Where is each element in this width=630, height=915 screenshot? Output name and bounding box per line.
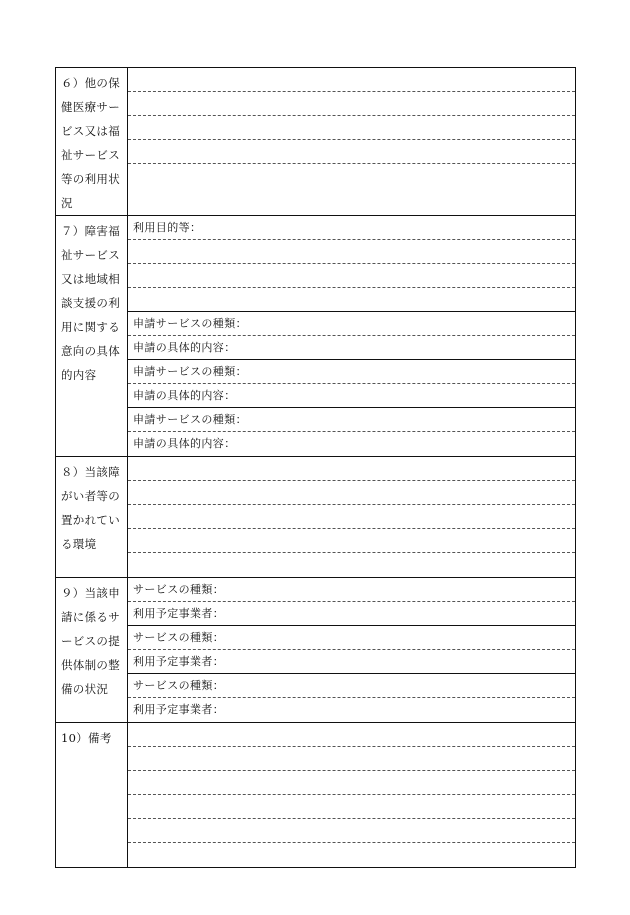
planned-provider-field[interactable]: 利用予定事業者： (133, 703, 225, 716)
section-label: 10）備考 (56, 723, 128, 867)
entry-line[interactable] (128, 116, 575, 140)
requested-service-type-field[interactable]: 申請サービスの種類： (128, 360, 575, 384)
section-label: ７）障害福祉サービス又は地域相談支援の利用に関する意向の具体的内容 (56, 216, 128, 456)
remarks-line[interactable] (128, 723, 575, 747)
request-details-field[interactable]: 申請の具体的内容： (128, 336, 575, 360)
remarks-line[interactable] (128, 843, 575, 867)
section-content (128, 68, 575, 215)
entry-line[interactable] (128, 68, 575, 92)
section-remarks (56, 722, 575, 867)
service-type-field[interactable]: サービスの種類： (128, 674, 575, 698)
section-content (128, 216, 575, 456)
entry-line[interactable] (128, 264, 575, 288)
section-label: ６）他の保健医療サービス又は福祉サービス等の利用状況 (56, 68, 128, 215)
entry-line[interactable] (128, 481, 575, 505)
section-other-services (56, 68, 575, 215)
section-content (128, 723, 575, 867)
section-content (128, 578, 575, 722)
section-environment (56, 456, 575, 577)
purpose-field[interactable]: 利用目的等： (128, 216, 575, 240)
entry-line[interactable] (128, 240, 575, 264)
remarks-line[interactable] (128, 771, 575, 795)
service-type-field[interactable]: サービスの種類： (128, 578, 575, 602)
service-type-field[interactable]: サービスの種類： (128, 626, 575, 650)
section-content (128, 457, 575, 577)
entry-line[interactable] (128, 288, 575, 312)
entry-line[interactable] (128, 505, 575, 529)
section-label: ８）当該障がい者等の置かれている環境 (56, 457, 128, 577)
section-service-intent (56, 215, 575, 456)
assessment-form-table (55, 67, 576, 868)
section-service-provision (56, 577, 575, 722)
planned-provider-field[interactable]: 利用予定事業者： (128, 650, 575, 674)
remarks-line[interactable] (128, 819, 575, 843)
entry-line[interactable] (128, 529, 575, 553)
requested-service-type-field[interactable]: 申請サービスの種類： (128, 408, 575, 432)
entry-line[interactable] (128, 164, 575, 188)
section-label: ９）当該申請に係るサービスの提供体制の整備の状況 (56, 578, 128, 722)
request-details-field[interactable]: 申請の具体的内容： (133, 437, 236, 450)
entry-line[interactable] (128, 457, 575, 481)
requested-service-type-field[interactable]: 申請サービスの種類： (128, 312, 575, 336)
planned-provider-field[interactable]: 利用予定事業者： (128, 602, 575, 626)
remarks-line[interactable] (128, 747, 575, 771)
entry-line[interactable] (128, 140, 575, 164)
remarks-line[interactable] (128, 795, 575, 819)
entry-line[interactable] (128, 92, 575, 116)
request-details-field[interactable]: 申請の具体的内容： (128, 384, 575, 408)
entry-line[interactable] (128, 553, 575, 577)
